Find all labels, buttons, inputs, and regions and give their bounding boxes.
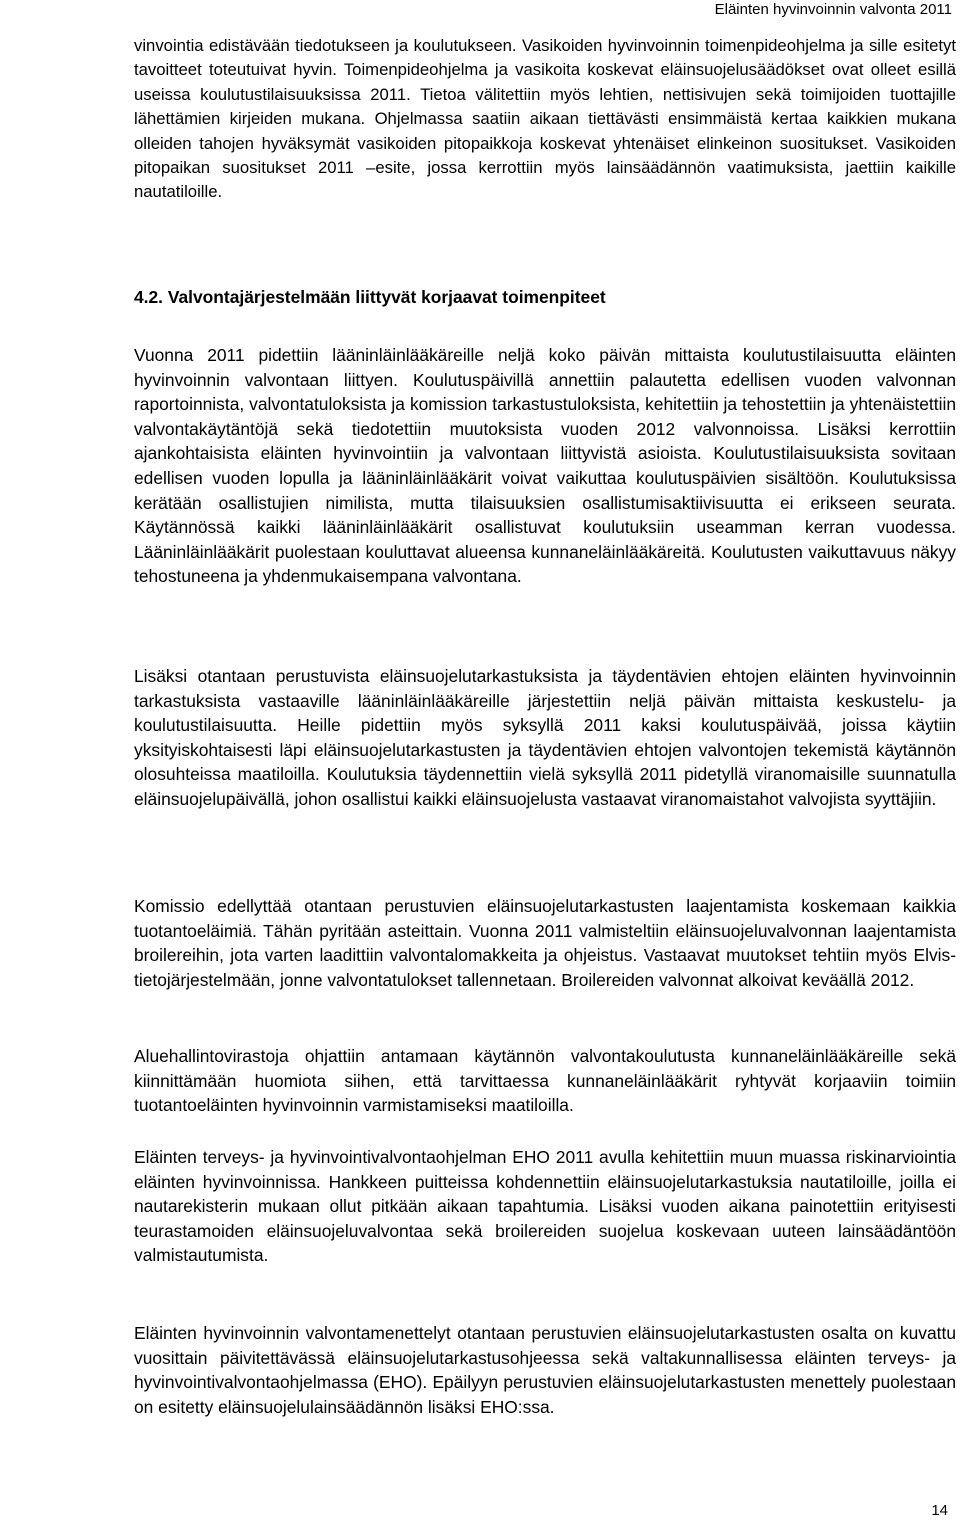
section-heading: 4.2. Valvontajärjestelmään liittyvät korjaavat toimenpiteet xyxy=(134,287,606,307)
body-paragraph-1: Vuonna 2011 pidettiin lääninläinlääkäreille neljä koko päivän mittaista koulutustilaisuutta eläinten hyvinvoinnin valvontaan liittyen. Koulutuspäivillä annettiin palautetta edellisen vuoden valvonnan raportoinnista, valvontatuloksista ja komission tarkastustuloksista, kehitettiin ja tehostettiin ja yhtenäistettiin valvontakäytäntöjä sekä tiedotettiin muutoksista vuoden 2012 valvonnoissa. Lisäksi kerrottiin ajankohtaisista eläinten hyvinvointiin ja valvontaan liittyvistä asioista. Koulutustilaisuuksista sovitaan edellisen vuoden lopulla ja lääninläinlääkärit voivat vaikuttaa koulutuspäivien sisältöön. Koulutuksissa kerätään osallistujien nimilista, mutta tilaisuuksien osallistumisaktiivisuutta ei erikseen seurata. Käytännössä kaikki lääninläinlääkärit osallistuvat koulutuksiin useamman kerran vuodessa. Lääninläinlääkärit puolestaan kouluttavat alueensa kunnaneläinlääkäreitä. Koulutusten vaikuttavuus näkyy tehostuneena ja yhdenmukaisempana valvontana. xyxy=(134,345,956,587)
body-paragraph-3: Komissio edellyttää otantaan perustuvien eläinsuojelutarkastusten laajentamista koskemaan kaikkia tuotantoeläimiä. Tähän pyritään asteittain. Vuonna 2011 valmisteltiin eläinsuojeluvalvonnan laajentamista broilereihin, jota varten laadittiin valvontalomakkeita ja ohjeistus. Vastaavat muutokset tehtiin myös Elvis-tietojärjestelmään, jonne valvontatulokset tallennetaan. Broilereiden valvonnat alkoivat keväällä 2012. xyxy=(134,896,956,990)
body-paragraph-6: Eläinten hyvinvoinnin valvontamenettelyt otantaan perustuvien eläinsuojelutarkastusten osalta on kuvattu vuosittain päivitettävässä eläinsuojelutarkastusohjeessa sekä valtakunnallisessa eläinten terveys- ja hyvinvointivalvontaohjelmassa (EHO). Epäilyyn perustuvien eläinsuojelutarkastusten menettely puolestaan on esitetty eläinsuojelulainsäädännön lisäksi EHO:ssa. xyxy=(134,1323,956,1417)
body-paragraph-5: Eläinten terveys- ja hyvinvointivalvontaohjelman EHO 2011 avulla kehitettiin muun muassa riskinarviointia eläinten hyvinvoinnissa. Hankkeen puitteissa kohdennettiin eläinsuojelutarkastuksia nautatiloille, joilla ei nautarekisterin mukaan ollut pitkään aikaan tapahtumia. Lisäksi vuoden aikana painotettiin erityisesti teurastamoiden eläinsuojeluvalvontaa sekä broilereiden suojelua koskevaan uuteen lainsäädäntöön valmistautumista. xyxy=(134,1147,956,1266)
body-paragraph-2: Lisäksi otantaan perustuvista eläinsuojelutarkastuksista ja täydentävien ehtojen eläinten hyvinvoinnin tarkastuksista vastaaville lääninläinlääkäreille järjestettiin neljä päivän mittaista keskustelu- ja koulutustilaisuutta. Heille pidettiin myös syksyllä 2011 kaksi koulutuspäivää, joissa käytiin yksityiskohtaisesti läpi eläinsuojelutarkastusten ja täydentävien ehtojen valvontojen tekemistä käytännön olosuhteissa maatiloilla. Koulutuksia täydennettiin vielä syksyllä 2011 pidetyllä viranomaisille suunnatulla eläinsuojelupäivällä, johon osallistui kaikki eläinsuojelusta vastaavat viranomaistahot valvojista syyttäjiin. xyxy=(134,666,956,809)
intro-paragraph: vinvointia edistävään tiedotukseen ja koulutukseen. Vasikoiden hyvinvoinnin toimenpideohjelma ja sille esitetyt tavoitteet toteutuivat hyvin. Toimenpideohjelma ja vasikoita koskevat eläinsuojelusäädökset ovat olleet esillä useissa koulutustilaisuuksissa 2011. Tietoa välitettiin myös lehtien, nettisivujen sekä toimijoiden tuottajille lähettämien kirjeiden mukana. Ohjelmassa saatiin aikaan tiettävästi ensimmäistä kertaa kaikkien mukana olleiden tahojen hyväksymät vasikoiden pitopaikkoja koskevat yhtenäiset elinkeinon suositukset. Vasikoiden pitopaikan suositukset 2011 –esite, jossa kerrottiin myös lainsäädännön vaatimuksista, jaettiin kaikille nautatiloille. xyxy=(134,36,956,202)
running-header: Eläinten hyvinvoinnin valvonta 2011 xyxy=(714,1,952,18)
body-paragraph-4: Aluehallintovirastoja ohjattiin antamaan käytännön valvontakoulutusta kunnaneläinlääkäreille sekä kiinnittämään huomiota siihen, että tarvittaessa kunnaneläinlääkärit ryhtyvät korjaaviin toimiin tuotantoeläinten hyvinvoinnin varmistamiseksi maatiloilla. xyxy=(134,1046,956,1116)
page-number: 14 xyxy=(931,1502,948,1519)
